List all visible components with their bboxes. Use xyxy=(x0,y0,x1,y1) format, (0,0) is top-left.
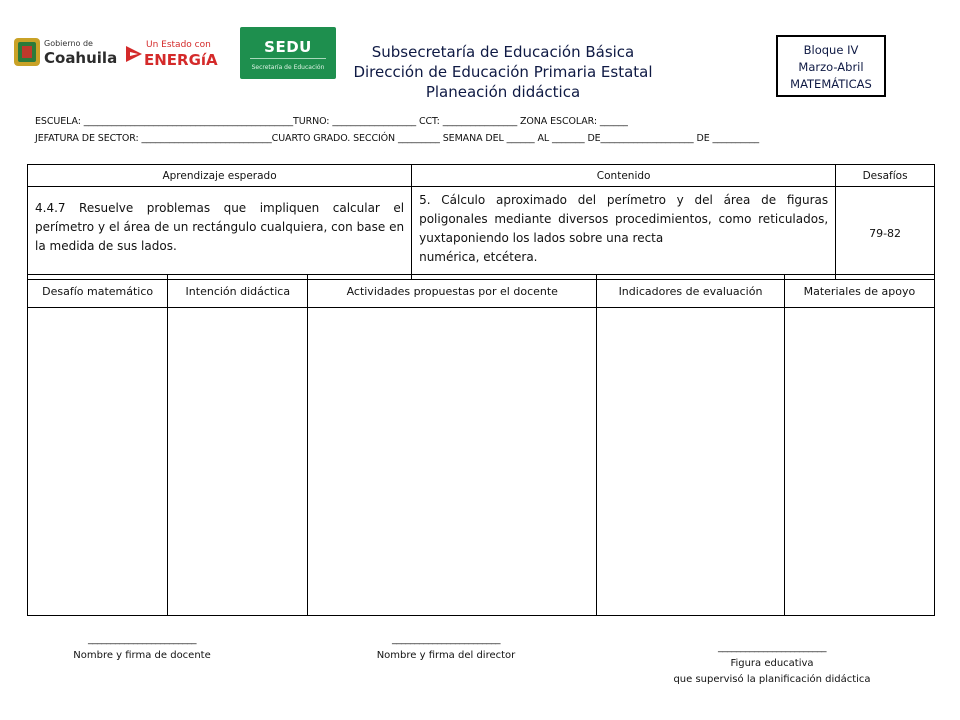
bloque-line-2: Marzo-Abril xyxy=(798,60,864,74)
signature-director xyxy=(326,632,566,664)
aprendizaje-table-row xyxy=(28,187,935,280)
bloque-line-3: MATEMÁTICAS xyxy=(790,77,872,91)
indicadores-cell[interactable] xyxy=(597,308,785,616)
signature-figura-label-1: Figura educativa xyxy=(730,658,814,669)
contenido-text: 5. Cálculo aproximado del perímetro y del área de figuras poligonales mediante diversos procedimientos, como reticulados, yuxtaponiendo los lados sobre una recta xyxy=(419,193,829,245)
header-line-2: Dirección de Educación Primaria Estatal xyxy=(353,63,653,81)
planning-table-row xyxy=(28,308,935,616)
energia-logo xyxy=(124,36,218,72)
signature-docente-label: Nombre y firma de docente xyxy=(73,650,211,661)
header-desafios: Desafíos xyxy=(836,165,935,187)
contenido-cell xyxy=(412,187,836,280)
header-contenido: Contenido xyxy=(412,165,836,187)
intencion-didactica-cell[interactable] xyxy=(168,308,308,616)
signature-line: ________________________ xyxy=(88,634,196,645)
meta-row-escuela: ESCUELA: _____________________________________________TURNO: __________________ CCT: ________________ ZONA ESCOLAR: ______ xyxy=(35,116,628,127)
signature-docente xyxy=(22,632,262,664)
header-intencion-didactica: Intención didáctica xyxy=(168,275,308,308)
desafio-matematico-cell[interactable] xyxy=(28,308,168,616)
sedu-subtitle: Secretaría de Educación xyxy=(251,64,325,71)
coahuila-small-text: Gobierno de xyxy=(44,39,93,48)
header-aprendizaje: Aprendizaje esperado xyxy=(28,165,412,187)
energia-big-text: ENERGíA xyxy=(144,51,218,69)
header-desafio-matematico: Desafío matemático xyxy=(28,275,168,308)
desafios-cell: 79-82 xyxy=(836,187,935,280)
signature-figura xyxy=(652,640,892,688)
bloque-box xyxy=(776,35,886,97)
signature-line: ________________________ xyxy=(718,642,826,653)
bloque-line-1: Bloque IV xyxy=(803,43,859,57)
coahuila-logo xyxy=(14,34,118,70)
header-materiales: Materiales de apoyo xyxy=(784,275,934,308)
coahuila-big-text: Coahuila xyxy=(44,49,118,67)
header-indicadores: Indicadores de evaluación xyxy=(597,275,785,308)
planning-table-header-row xyxy=(28,275,935,308)
header-line-3: Planeación didáctica xyxy=(425,83,581,101)
meta-row-jefatura: JEFATURA DE SECTOR: ____________________________CUARTO GRADO. SECCIÓN _________ SEMANA DEL ______ AL _______ DE____________________ DE __________ xyxy=(35,133,760,144)
signature-director-label: Nombre y firma del director xyxy=(376,650,516,661)
signature-line: ________________________ xyxy=(392,634,500,645)
aprendizaje-cell: 4.4.7 Resuelve problemas que impliquen calcular el perímetro y el área de un rectángulo cualquiera, con base en la medida de sus lados. xyxy=(28,187,412,280)
header-line-1: Subsecretaría de Educación Básica xyxy=(371,43,635,61)
energia-top-text: Un Estado con xyxy=(146,40,211,50)
sedu-divider xyxy=(250,58,326,59)
aprendizaje-table xyxy=(27,164,935,280)
signature-figura-label-2: que supervisó la planificación didáctica xyxy=(673,674,871,685)
actividades-cell[interactable] xyxy=(308,308,597,616)
planning-table xyxy=(27,274,935,616)
aprendizaje-table-header-row xyxy=(28,165,935,187)
document-header xyxy=(330,42,676,102)
materiales-cell[interactable] xyxy=(784,308,934,616)
contenido-text-end: numérica, etcétera. xyxy=(419,250,538,264)
sedu-logo xyxy=(240,27,336,79)
sedu-title: SEDU xyxy=(264,38,312,56)
header-actividades: Actividades propuestas por el docente xyxy=(308,275,597,308)
